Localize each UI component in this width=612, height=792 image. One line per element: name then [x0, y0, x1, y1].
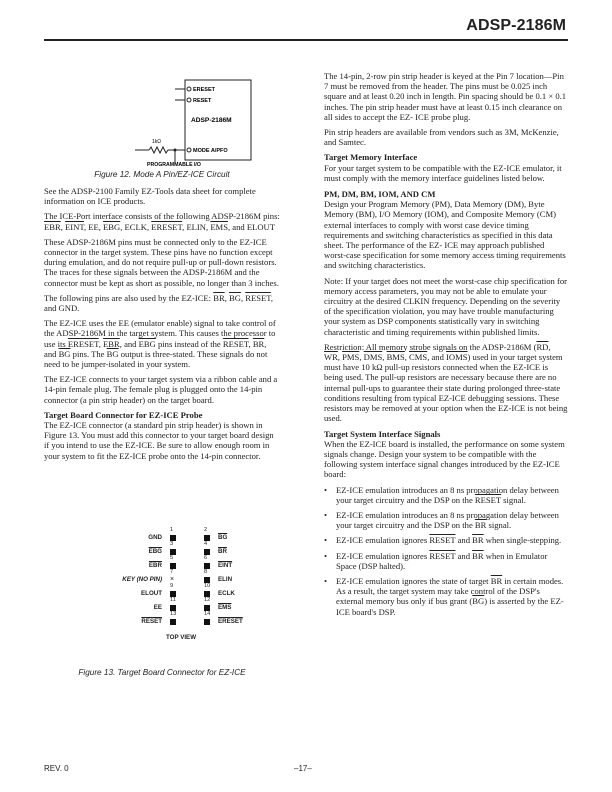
pin-square [204, 619, 210, 625]
pin-label-left: EE [153, 604, 162, 611]
paragraph: The EZ-ICE uses the EE (emulator enable) signal to take control of the ADSP-2186M in the target system. This causes the processor to use its ERESET, $\overline{EBR}$, and $\overline{EBG}$ pins instead of the RESET, $\overline{BR}$, and $\overline{BG}$ pins. The $\overline{BG}$ output is three-stated. These signals do not need to be jumper-isolated in your system. [44, 318, 276, 370]
connector-pin-row [100, 611, 320, 630]
pin-number: 5 [170, 555, 174, 561]
pin-number: 4 [204, 541, 208, 547]
list-item: • EZ-ICE emulation ignores the state of target $\overline{BR}$ in certain modes. As a result, the target system may take control of the DSP's external memory bus only if bus grant $(\overline{BG})$ is asserted by the EZ- ICE board's DSP. [324, 576, 568, 617]
pin-number: 12 [204, 597, 211, 603]
prog-io-label: PROGRAMMABLE I/O [147, 162, 201, 168]
section-heading: Target System Interface Signals [324, 428, 441, 439]
figure-13-caption: Figure 13. Target Board Connector for EZ-ICE [78, 668, 246, 677]
pin-number: 1 [170, 527, 174, 533]
paragraph: The EZ-ICE connector (a standard pin strip header) is shown in Figure 13. You must add this connector to your target board design if you intend to use the EZ-ICE. Be sure to allow enough room in your system to fit the EZ-ICE probe onto the 14-pin connector. [44, 420, 274, 461]
list-item: • EZ-ICE emulation ignores RESET and $\overline{BR}$ when in Emulator Space (DSP halted). [324, 551, 568, 571]
pin-label-left: $\overline{EBG}$ [148, 548, 162, 555]
paragraph: The EZ-ICE connects to your target system via a ribbon cable and a 14-pin female plug. The female plug is plugged onto the 14-pin connector (a pin strip header) on the target board. [44, 374, 278, 405]
chip-label: ADSP-2186M [191, 117, 232, 124]
pin-label-right: EINT [218, 562, 233, 569]
section-heading: PM, DM, BM, IOM, AND CM [324, 189, 436, 200]
section-heading: Target Board Connector for EZ-ICE Probe [44, 409, 203, 420]
figure-12-caption: Figure 12. Mode A Pin/EZ-ICE Circuit [94, 170, 230, 179]
list-item: • EZ-ICE emulation introduces an 8 ns propagation delay between your target circuitry and the DSP on the RESET signal. [324, 485, 568, 505]
pin-label-right: ERESET [218, 618, 243, 625]
pin-number: 6 [204, 555, 208, 561]
pin-number: 14 [204, 611, 211, 617]
pin-label-right: $\overline{BG}$ [218, 534, 228, 541]
list-item: • EZ-ICE emulation ignores RESET and $\overline{BR}$ when single-stepping. [324, 535, 568, 545]
key-no-pin-mark: × [170, 576, 175, 583]
pin-number: 10 [204, 583, 211, 589]
paragraph: These ADSP-2186M pins must be connected only to the EZ-ICE connector in the target system. These pins have no function except during emulation, and do not require pull-up or pull-down resistors. The traces for these signals between the ADSP-2186M and the connector must be kept as short as possible, no longer than 3 inches. [44, 236, 279, 288]
connector-pin-row [100, 555, 320, 574]
paragraph: Pin strip headers are available from vendors such as 3M, McKenzie, and Samtec. [324, 127, 559, 148]
pin-label-left: GND [148, 534, 162, 541]
paragraph: For your target system to be compatible with the EZ-ICE emulator, it must comply with the memory interface guidelines listed below. [324, 162, 562, 183]
header-rule [44, 39, 568, 41]
pin-number: 7 [170, 569, 174, 575]
reset-pin-label: RESET [193, 98, 212, 104]
pin-label-right: $\overline{BR}$ [218, 548, 227, 555]
paragraph: The following pins are also used by the EZ-ICE: $\overline{BR}$, $\overline{BG}$, RESET, and GND. [44, 292, 274, 314]
pin-label-left: $\overline{EBR}$ [148, 562, 162, 569]
page-header-title: ADSP-2186M [466, 17, 566, 34]
pin-square [170, 619, 176, 625]
pin-label-right: ELIN [218, 576, 233, 583]
pin-number: 9 [170, 583, 174, 589]
left-column [44, 186, 280, 466]
pin-label-right: ECLK [218, 590, 235, 597]
pin-label-right: $\overline{EMS}$ [218, 604, 232, 611]
list-item: • EZ-ICE emulation introduces an 8 ns propagation delay between your target circuitry and the DSP on the $\overline{BR}$ signal. [324, 510, 568, 530]
right-column [324, 71, 568, 622]
pin-label-left: ELOUT [141, 590, 162, 597]
pin-label-left: KEY (NO PIN) [122, 576, 162, 583]
footer-revision: REV. 0 [44, 764, 69, 773]
figure-12-circuit [105, 76, 285, 168]
pin-number: 8 [204, 569, 208, 575]
paragraph: Restriction: All memory strobe signals on the ADSP-2186M ($\overline{RD}$, $\overline{WR}$, $\overline{PMS}$, $\overline{DMS}$, $\overline{BMS}$, $\overline{CMS}$, and IOMS) used in your target system must have 10 kΩ pull-up resistors connected when the EZ-ICE is being used. The pull-up resistors are necessary because there are no internal pull-ups to guarantee their state during prolonged three-state conditions resulting from typical EZ-ICE debugging sessions. These resistors may be removed at your option when the EZ-ICE is not being used. [324, 341, 568, 424]
paragraph: The ICE-Port interface consists of the following ADSP-2186M pins: $\overline{EBR}$, EINT, EE, $\overline{EBG}$, ECLK, ERESET, ELIN, $\overline{EMS}$, and ELOUT [44, 211, 280, 232]
paragraph: The 14-pin, 2-row pin strip header is keyed at the Pin 7 location—Pin 7 must be removed from the header. The pins must be 0.025 inch square and at least 0.20 inch in length. Pin spacing should be 0.1 × 0.1 inches. The pin strip header must have at least 0.15 inch clearance on all sides to accept the EZ- ICE probe plug. [324, 71, 567, 122]
pin-number: 13 [170, 611, 177, 617]
figure-13-connector [100, 524, 320, 664]
paragraph: Note: If your target does not meet the worst-case chip specification for memory access parameters, you may not be able to emulate your circuitry at the desired CLKIN frequency. Depending on the severity of the specification violation, you may have trouble manufacturing your system as DSP components statistically vary in switching characteristic and timing requirements within published limits. [324, 275, 568, 337]
section-heading: Target Memory Interface [324, 152, 418, 163]
paragraph: Design your Program Memory (PM), Data Memory (DM), Byte Memory (BM), I/O Memory (IOM), and Composite Memory (CM) external interfaces to comply with worst case device timing requirements and switching characteristics as specified in this data sheet. The performance of the EZ- ICE may approach published worst-case specification for some memory access timing requirements and switching characteristics. [324, 199, 566, 271]
top-view-label: TOP VIEW [166, 634, 197, 641]
paragraph: See the ADSP-2100 Family EZ-Tools data sheet for complete information on ICE products. [44, 186, 256, 207]
bullet-list [324, 485, 568, 617]
connector-pin-row [100, 527, 320, 546]
paragraph: When the EZ-ICE board is installed, the performance on some system signals change. Design your system to be compatible with the following system interface signal changes introduced by the EZ-ICE board: [324, 438, 565, 480]
connector-pin-row [100, 541, 320, 560]
resistor-label: 1kΩ [152, 139, 162, 145]
pin-number: 11 [170, 597, 176, 603]
pin-label-left: RESET [141, 618, 162, 625]
pin-number: 2 [204, 527, 208, 533]
footer-page-number: –17– [294, 764, 312, 773]
pin-number: 3 [170, 541, 174, 547]
ereset-pin-label: ERESET [193, 87, 216, 93]
mode-pin-label: MODE A/PFO [193, 148, 228, 154]
